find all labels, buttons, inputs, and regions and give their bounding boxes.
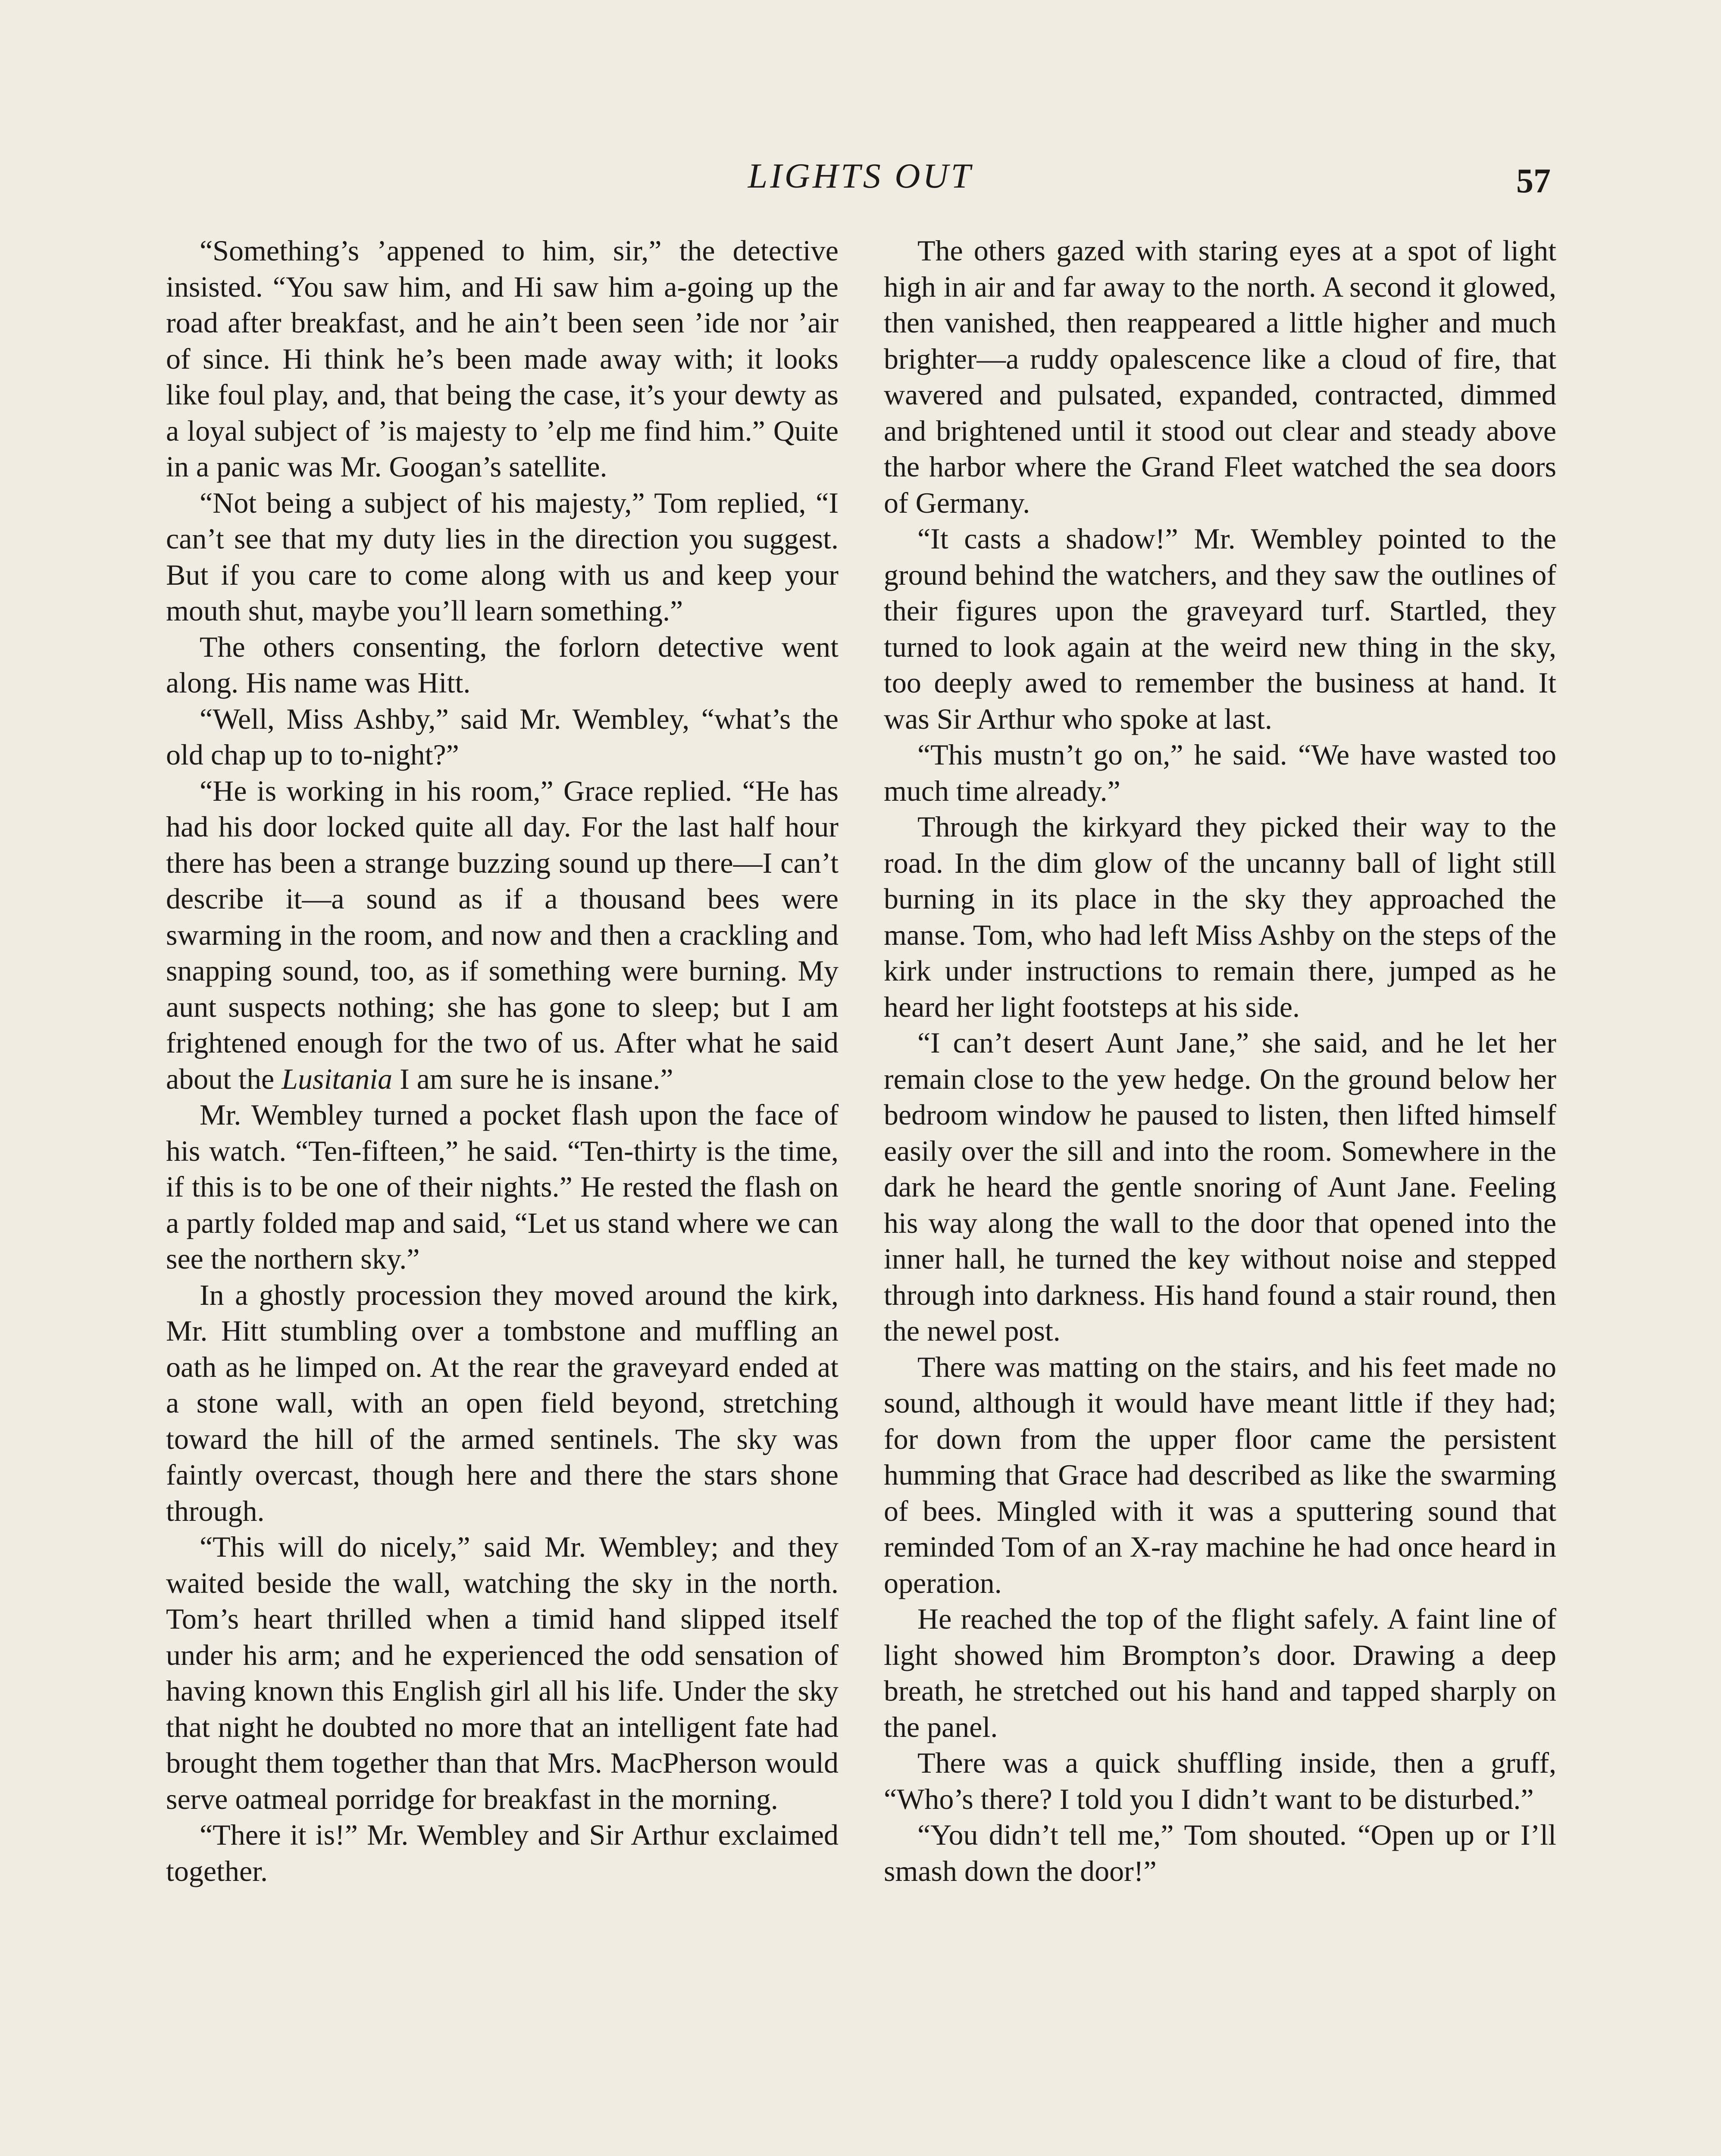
paragraph: There was a quick shuffling inside, then a gruff, “Who’s there? I told you I didn’t want to be disturbed.”: [884, 1746, 1556, 1815]
paragraph-text: I am sure he is insane.”: [392, 1062, 673, 1095]
paragraph: “Well, Miss Ashby,” said Mr. Wembley, “what’s the old chap up to to-night?”: [166, 702, 839, 771]
paragraph: In a ghostly procession they moved around the kirk, Mr. Hitt stumbling over a tombstone and muffling an oath as he limped on. At the rear the graveyard ended at a stone wall, with an open field beyond, stretching toward the hill of the armed sentinels. The sky was faintly overcast, though here and there the stars shone through.: [166, 1278, 839, 1527]
paragraph-text: “He is working in his room,” Grace replied. “He has had his door locked quite all day. For the last half hour there has been a strange buzzing sound up there—I can’t describe it—a sound as if a thousand bees were swarming in the room, and now and then a crackling and snapping sound, too, as if something were burning. My aunt suspects nothing; she has gone to sleep; but I am frightened enough for the two of us. After what he said about the: [166, 774, 839, 1095]
paragraph: “Not being a subject of his majesty,” Tom replied, “I can’t see that my duty lies in the direction you suggest. But if you care to come along with us and keep your mouth shut, maybe you’ll learn something.”: [166, 486, 839, 627]
paragraph: “Something’s ’appened to him, sir,” the detective insisted. “You saw him, and Hi saw him a-going up the road after breakfast, and he ain’t been seen ’ide nor ’air of since. Hi think he’s been made away with; it looks like foul play, and, that being the case, it’s your dewty as a loyal subject of ’is majesty to ’elp me find him.” Quite in a panic was Mr. Googan’s satellite.: [166, 234, 839, 483]
page-number: 57: [1516, 162, 1551, 200]
paragraph: He reached the top of the flight safely. A faint line of light showed him Brompton’s door. Drawing a deep breath, he stretched out his hand and tapped sharply on the panel.: [884, 1602, 1556, 1743]
paragraph: There was matting on the stairs, and his feet made no sound, although it would have meant little if they had; for down from the upper floor came the persistent humming that Grace had described as like the swarming of bees. Mingled with it was a sputtering sound that reminded Tom of an X-ray machine he had once heard in operation.: [884, 1350, 1556, 1599]
paragraph: “This mustn’t go on,” he said. “We have wasted too much time already.”: [884, 738, 1556, 807]
running-head: LIGHTS OUT: [748, 156, 973, 195]
paragraph: “You didn’t tell me,” Tom shouted. “Open up or I’ll smash down the door!”: [884, 1818, 1556, 1887]
left-column: [166, 233, 839, 1889]
paragraph: The others gazed with staring eyes at a spot of light high in air and far away to the north. A second it glowed, then vanished, then reappeared a little higher and much brighter—a ruddy opalescence like a cloud of fire, that wavered and pulsated, expanded, contracted, dimmed and brightened until it stood out clear and steady above the harbor where the Grand Fleet watched the sea doors of Germany.: [884, 234, 1556, 519]
right-column: [884, 233, 1556, 1889]
ship-name: Lusitania: [282, 1062, 393, 1095]
paragraph: “It casts a shadow!” Mr. Wembley pointed to the ground behind the watchers, and they saw the outlines of their figures upon the graveyard turf. Startled, they turned to look again at the weird new thing in the sky, too deeply awed to remember the business at hand. It was Sir Arthur who spoke at last.: [884, 522, 1556, 735]
paragraph: [166, 773, 839, 1097]
paragraph: “There it is!” Mr. Wembley and Sir Arthur exclaimed together.: [166, 1818, 839, 1887]
paragraph: The others consenting, the forlorn detective went along. His name was Hitt.: [166, 630, 839, 699]
paragraph: Mr. Wembley turned a pocket flash upon the face of his watch. “Ten-fifteen,” he said. “Ten-thirty is the time, if this is to be one of their nights.” He rested the flash on a partly folded map and said, “Let us stand where we can see the northern sky.”: [166, 1098, 839, 1275]
paragraph: “This will do nicely,” said Mr. Wembley; and they waited beside the wall, watching the sky in the north. Tom’s heart thrilled when a timid hand slipped itself under his arm; and he experienced the odd sensation of having known this English girl all his life. Under the sky that night he doubted no more that an intelligent fate had brought them together than that Mrs. MacPherson would serve oatmeal porridge for breakfast in the morning.: [166, 1530, 839, 1815]
paragraph: Through the kirkyard they picked their way to the road. In the dim glow of the uncanny ball of light still burning in its place in the sky they approached the manse. Tom, who had left Miss Ashby on the steps of the kirk under instructions to remain there, jumped as he heard her light footsteps at his side.: [884, 810, 1556, 1023]
paragraph: “I can’t desert Aunt Jane,” she said, and he let her remain close to the yew hedge. On the ground below her bedroom window he paused to listen, then lifted himself easily over the sill and into the room. Somewhere in the dark he heard the gentle snoring of Aunt Jane. Feeling his way along the wall to the door that opened into the inner hall, he turned the key without noise and stepped through into darkness. His hand found a stair round, then the newel post.: [884, 1026, 1556, 1347]
